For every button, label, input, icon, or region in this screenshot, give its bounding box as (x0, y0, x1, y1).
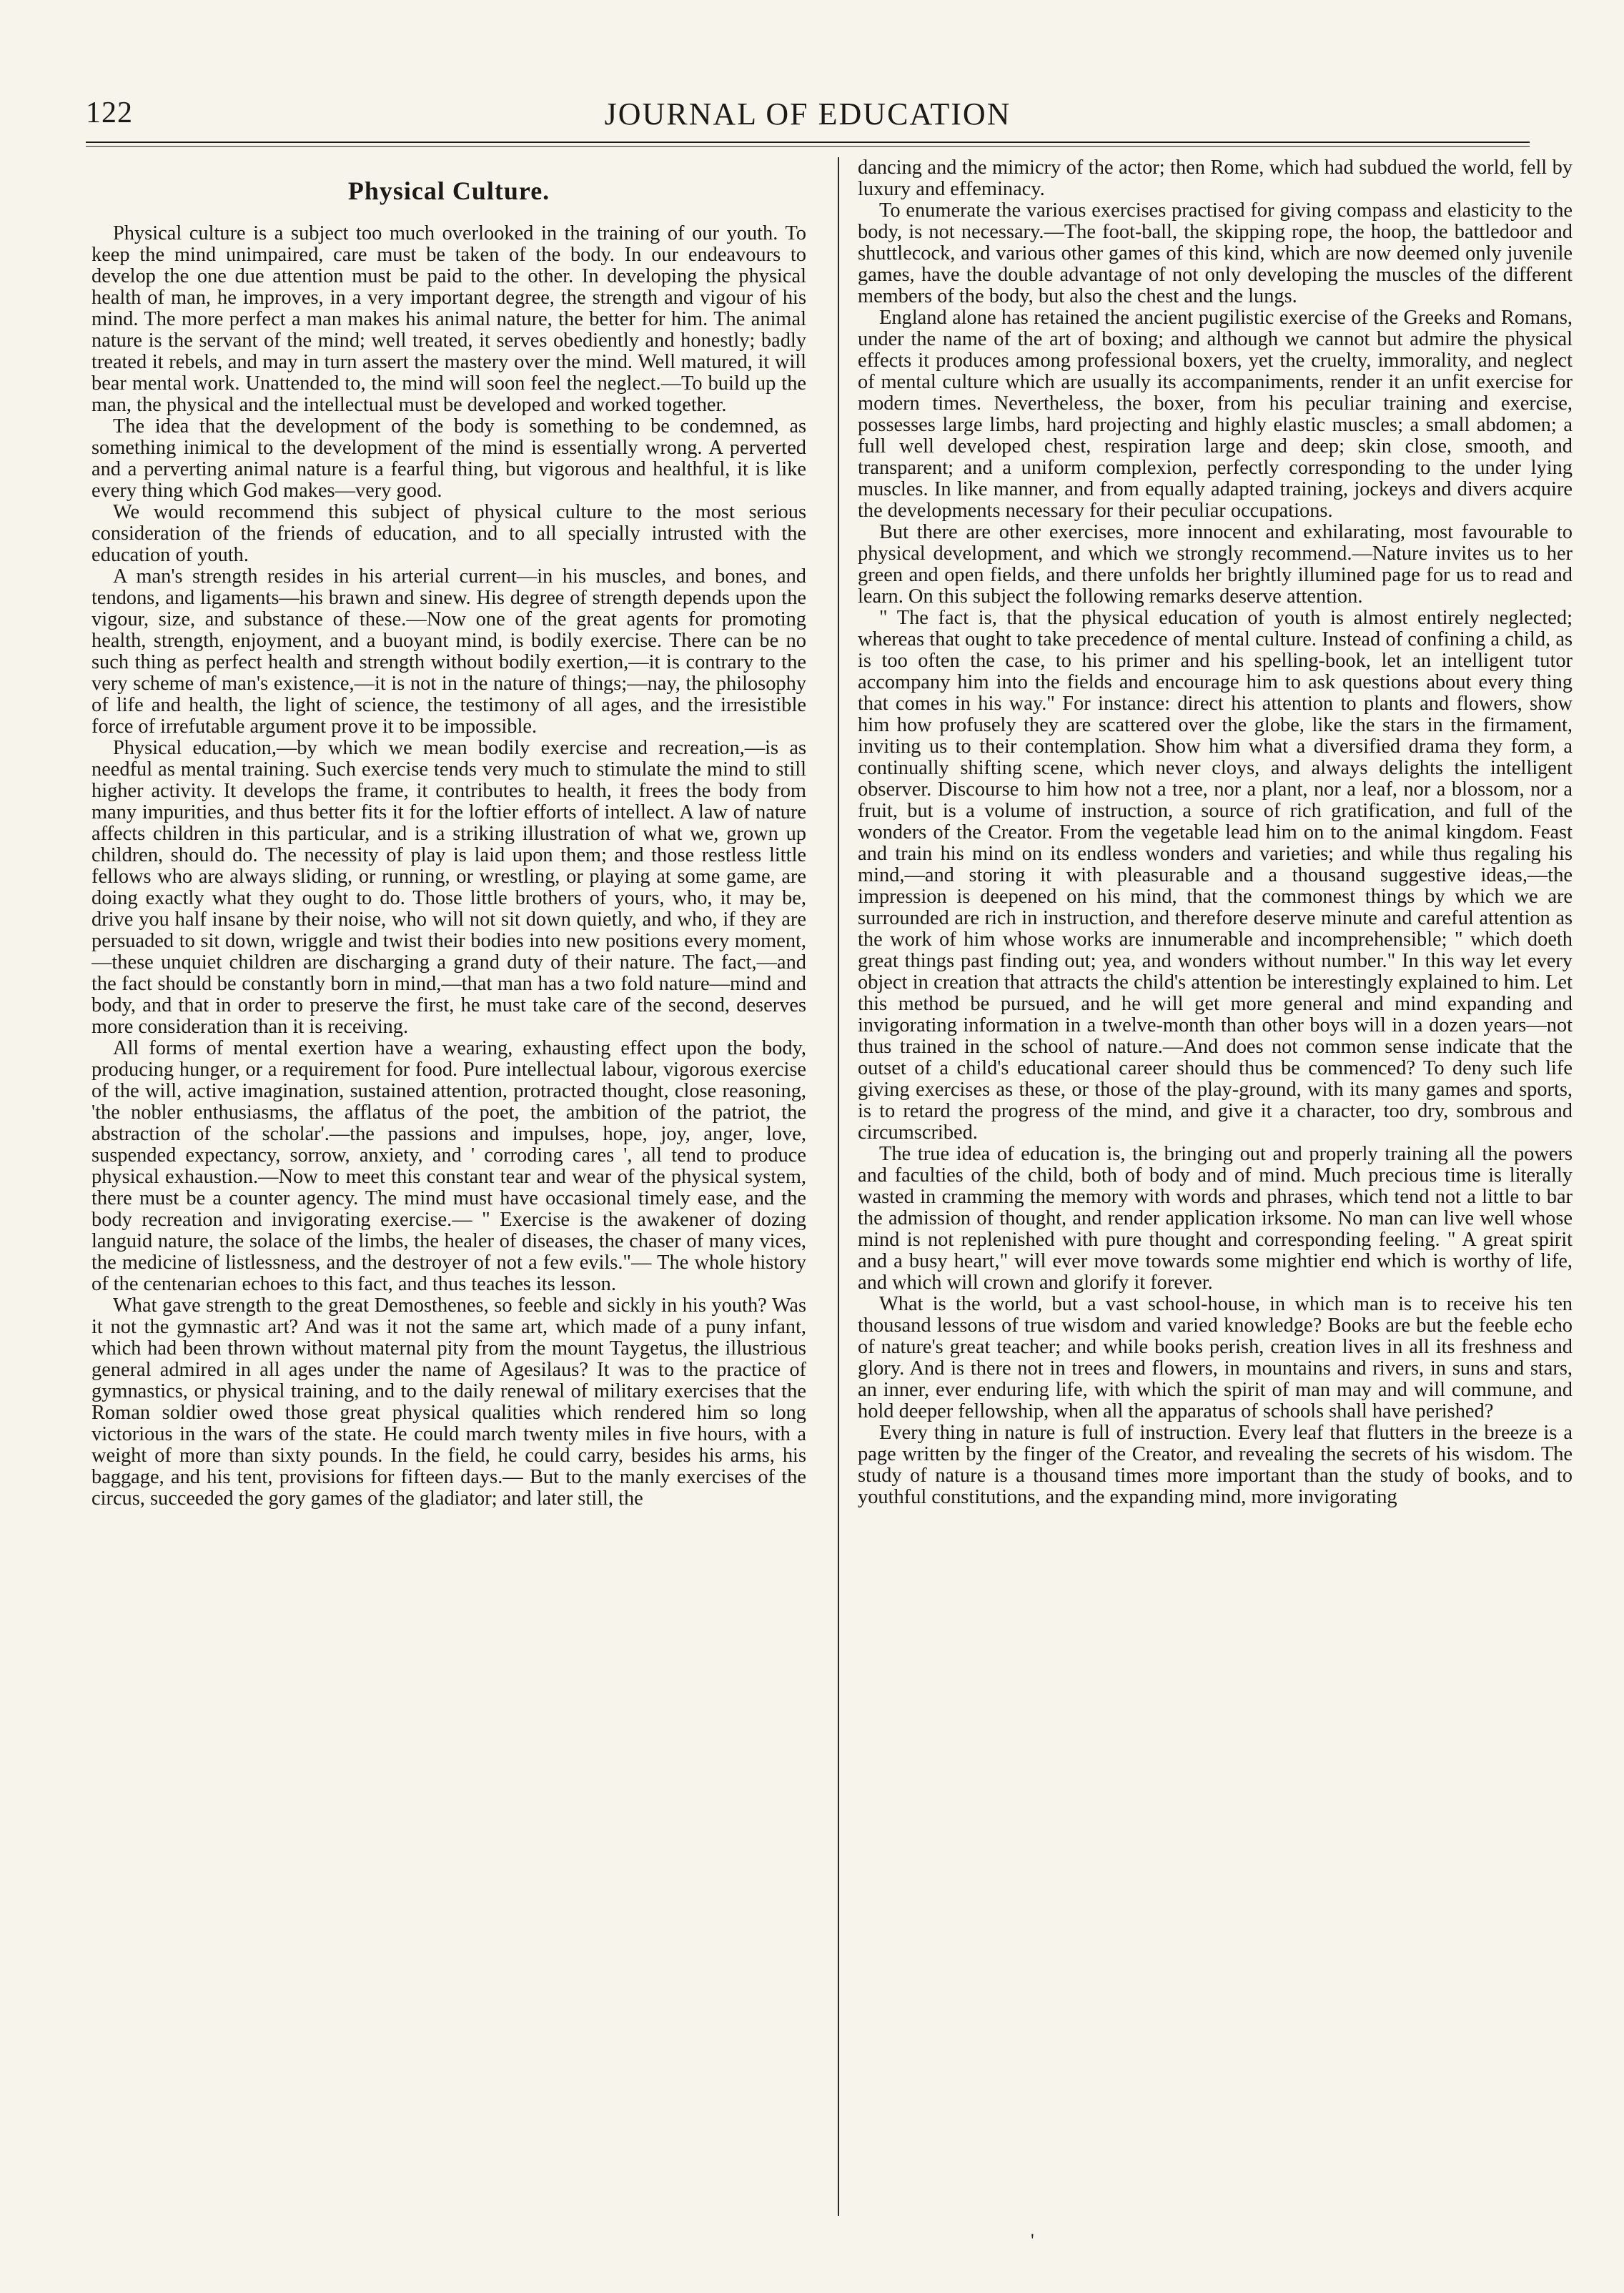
paragraph: We would recommend this subject of physical culture to the most serious consideration of the friends of education, and to all specially intrusted with the education of youth. (91, 501, 806, 566)
paragraph: England alone has retained the ancient pugilistic exercise of the Greeks and Romans, under the name of the art of boxing; and although we cannot but admire the physical effects it produces among professional boxers, yet the cruelty, immorality, and neglect of mental culture which are usually its accompaniments, render it an unfit exercise for modern times. Nevertheless, the boxer, from his peculiar training and exercise, possesses large limbs, hard projecting and highly elastic muscles; a small abdomen; a full well developed chest, respiration large and deep; skin close, smooth, and transparent; and a uniform complexion, perfectly corresponding to the under lying muscles. In like manner, and from equally adapted training, jockeys and divers acquire the developments necessary for their peculiar occupations. (858, 307, 1573, 522)
paragraph: Physical education,—by which we mean bodily exercise and recreation,—is as needful as mental training. Such exercise tends very much to stimulate the mind to still higher activity. It develops the frame, it contributes to health, it frees the body from many impurities, and thus better fits it for the loftier efforts of intellect. A law of nature affects children in this particular, and is a striking illustration of what we, grown up children, should do. The necessity of play is laid upon them; and those restless little fellows who are always sliding, or running, or wrestling, or playing at some game, are doing exactly what they ought to do. Those little brothers of yours, who, it may be, drive you half insane by their noise, who will not sit down quietly, and who, if they are persuaded to sit down, wriggle and twist their bodies into new positions every moment,—these unquiet children are discharging a grand duty of their nature. The fact,—and the fact should be constantly born in mind,—that man has a two fold nature—mind and body, and that in order to preserve the first, he must take care of the second, deserves more consideration than it is receiving. (91, 737, 806, 1038)
paragraph: The idea that the development of the body is something to be condemned, as something inimical to the development of the mind is essentially wrong. A perverted and a perverting animal nature is a fearful thing, but vigorous and healthful, it is like every thing which God makes—very good. (91, 415, 806, 502)
paragraph: " The fact is, that the physical education of youth is almost entirely neglected; whereas that ought to take precedence of mental culture. Instead of confining a child, as is too often the case, to his primer and his spelling-book, let an intelligent tutor accompany him into the fields and encourage him to ask questions about every thing that comes in his way." For instance: direct his attention to plants and flowers, show him how profusely they are scattered over the globe, like the stars in the firmament, inviting us to their contemplation. Show him what a diversified drama they form, a continually shifting scene, which never cloys, and always delights the intelligent observer. Discourse to him how not a tree, nor a plant, nor a leaf, nor a blossom, nor a fruit, but is a volume of instruction, a source of rich gratification, and full of the wonders of the Creator. From the vegetable lead him on to the animal kingdom. Feast and train his mind on its endless wonders and varieties; and while thus regaling his mind,—and storing it with pleasurable and a thousand suggestive ideas,—the impression is deepened on his mind, that the commonest things by which we are surrounded are rich in instruction, and therefore deserve minute and careful attention as the work of him whose works are innumerable and incomprehensible; " which doeth great things past finding out; yea, and wonders without number." In this way let every object in creation that attracts the child's attention be interestingly explained to him. Let this method be pursued, and he will get more general and mind expanding and invigorating information in a twelve-month than other boys will in a dozen years—not thus trained in the school of nature.—And does not common sense indicate that the outset of a child's educational career should thus be commenced? To deny such life giving exercises as these, or those of the play-ground, with its many games and sports, is to retard the progress of the mind, and give it a character, too dry, sombrous and circumscribed. (858, 607, 1573, 1144)
paragraph: A man's strength resides in his arterial current—in his muscles, and bones, and tendons, and ligaments—his brawn and sinew. His degree of strength depends upon the vigour, size, and substance of these.—Now one of the great agents for promoting health, strength, enjoyment, and a buoyant mind, is bodily exercise. There can be no such thing as perfect health and strength without bodily exertion,—it is contrary to the very scheme of man's existence,—it is not in the nature of things;—nay, the philosophy of life and health, the light of science, the testimony of all ages, and the irresistible force of irrefutable argument prove it to be impossible. (91, 565, 806, 738)
paragraph: Physical culture is a subject too much overlooked in the training of our youth. To keep the mind unimpaired, care must be taken of the body. In our endeavours to develop the one due attention must be paid to the other. In developing the physical health of man, he improves, in a very important degree, the strength and vigour of his mind. The more perfect a man makes his animal nature, the better for him. The animal nature is the servant of the mind; well treated, it serves obediently and honestly; badly treated it rebels, and may in turn assert the mastery over the mind. Well matured, it will bear mental work. Unattended to, the mind will soon feel the neglect.—To build up the man, the physical and the intellectual must be developed and worked together. (91, 222, 806, 416)
page-number: 122 (86, 96, 133, 129)
paragraph: But there are other exercises, more innocent and exhilarating, most favourable to physical development, and which we strongly recommend.—Nature invites us to her green and open fields, and there unfolds her brightly illumined page for us to read and learn. On this subject the following remarks deserve attention. (858, 521, 1573, 608)
column-divider (838, 157, 839, 2216)
page-header (86, 96, 1530, 133)
paragraph: The true idea of education is, the bringing out and properly training all the powers and faculties of the child, both of body and of mind. Much precious time is literally wasted in cramming the memory with words and phrases, which tend not a little to bar the admission of thought, and render application irksome. No man can live well whose mind is not replenished with pure thought and corresponding feeling. " A great spirit and a busy heart," will ever move towards some mightier end which is worthy of life, and which will crown and glorify it forever. (858, 1143, 1573, 1294)
footer-mark: ' (1031, 2230, 1034, 2251)
right-column (858, 157, 1573, 2216)
paragraph: What is the world, but a vast school-house, in which man is to receive his ten thousand lessons of true wisdom and varied knowledge? Books are but the feeble echo of nature's great teacher; and while books perish, creation lives in all its freshness and glory. And is there not in trees and flowers, in mountains and rivers, in suns and stars, an inner, ever enduring life, with which the spirit of man may and will commune, and hold deeper fellowship, when all the apparatus of schools shall have perished? (858, 1293, 1573, 1422)
running-title: JOURNAL OF EDUCATION (604, 96, 1011, 132)
header-rule-thin (86, 146, 1530, 147)
header-rule (86, 142, 1530, 143)
article-title: Physical Culture. (347, 177, 550, 205)
paragraph: What gave strength to the great Demosthenes, so feeble and sickly in his youth? Was it not the gymnastic art? And was it not the same art, which made of a puny infant, which had been thrown without maternal pity from the mount Taygetus, the illustrious general admired in all ages under the name of Agesilaus? It was to the practice of gymnastics, or physical training, and to the daily renewal of military exercises that the Roman soldier owed those great physical qualities which rendered him so long victorious in the wars of the state. He could march twenty miles in five hours, with a weight of more than sixty pounds. In the field, he could carry, besides his arms, his baggage, and his tent, provisions for fifteen days.— But to the manly exercises of the circus, succeeded the gory games of the gladiator; and later still, the (91, 1294, 806, 1510)
paragraph: Every thing in nature is full of instruction. Every leaf that flutters in the breeze is a page written by the finger of the Creator, and revealing the secrets of his wisdom. The study of nature is a thousand times more important than the study of books, and to youthful constitutions, and the expanding mind, more invigorating (858, 1422, 1573, 1508)
paragraph: All forms of mental exertion have a wearing, exhausting effect upon the body, producing hunger, or a requirement for food. Pure intellectual labour, vigorous exercise of the will, active imagination, sustained attention, protracted thought, close reasoning, 'the nobler enthusiasms, the afflatus of the poet, the ambition of the patriot, the abstraction of the scholar'.—the passions and impulses, hope, joy, anger, love, suspended expectancy, sorrow, anxiety, and ' corroding cares ', all tend to produce physical exhaustion.—Now to meet this constant tear and wear of the physical system, there must be a counter agency. The mind must have occasional timely ease, and the body recreation and invigorating exercise.— " Exercise is the awakener of dozing languid nature, the solace of the limbs, the healer of diseases, the chaser of many vices, the medicine of listlessness, and the destroyer of not a few evils."— The whole history of the centenarian echoes to this fact, and thus teaches its lesson. (91, 1037, 806, 1295)
left-column (91, 157, 806, 2216)
paragraph-continued: dancing and the mimicry of the actor; then Rome, which had subdued the world, fell by luxury and effeminacy. (858, 157, 1573, 200)
paragraph: To enumerate the various exercises practised for giving compass and elasticity to the body, is not necessary.—The foot-ball, the skipping rope, the hoop, the battledoor and shuttlecock, and various other games of this kind, which are now deemed only juvenile games, have the double advantage of not only developing the muscles of the different members of the body, but also the chest and the lungs. (858, 199, 1573, 307)
